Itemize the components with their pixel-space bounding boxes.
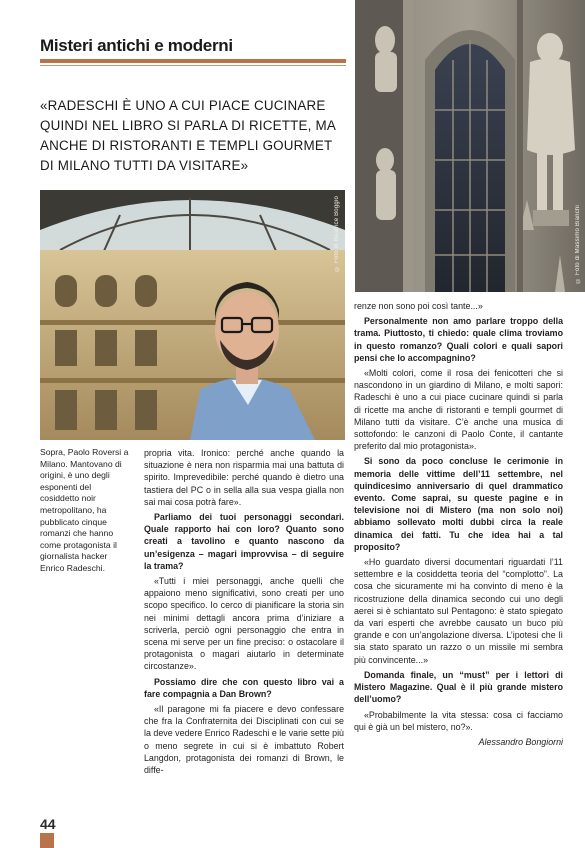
page-number: 44 [40,816,56,832]
paragraph: renze non sono poi così tante...» [354,301,483,311]
cathedral-photo [355,0,585,292]
photo-credit-portrait: © Foto di Beatrice Boggio [334,196,340,272]
paragraph: «Molti colori, come il rosa dei fenicotteri che si nascondono in un giardino di Milano, e molti sapori: Radeschi è uno a cui piace cucinare quindi si parla di ricette ma anche di ristoranti e templi gourmet di Milano tutti da visitare. C’è anche una musica di sottofondo: le canzoni di Paolo Conte, il cantante preferito dal mio protagonista». [354,368,563,452]
photo-credit-cathedral: © Foto di Massimo Bianchi [575,205,581,284]
article-column-right [354,300,563,748]
portrait-illustration [40,190,345,440]
interview-question: Possiamo dire che con questo libro vai a fare compagnia a Dan Brown? [144,676,344,699]
section-title: Misteri antichi e moderni [40,36,233,55]
paragraph: «Ho guardato diversi documentari riguardati l’11 settembre e la cosiddetta teoria del “complotto”. La cosa che sicuramente mi ha convinto di meno è la ricostruzione della dinamica secondo cui uno degli aerei si è schiantato sul Pentagono: è stato spiegato da vari esperti che avrebbe causato un buco più grande e con un’angolazione diversa. L’ipotesi che lì sia stato sparato un razzo o un missile mi sembra più convincente...» [354,557,563,665]
interview-question: Parliamo dei tuoi personaggi secondari. Quale rapporto hai con loro? Quanto sono creati a tavolino e quanto nascono da un’esigenza – magari improvvisa – di seguire la trama? [144,512,344,571]
paragraph: «Il paragone mi fa piacere e devo confessare che fra la Confraternita dei Disciplinati con cui se la deve vedere Enrico Radeschi e le varie sette più o meno segrete in cui si è imbattuto Robert Langdon, protagonista dei romanzi di Brown, le diffe- [144,704,344,776]
page-ornament [40,833,54,848]
paragraph: «Tutti i miei personaggi, anche quelli che appaiono meno significativi, sono creati per uno scopo specifico. Io cerco di pianificare la storia sin nei minimi dettagli ancora prima d’iniziare a scriverla, perciò ogni personaggio che entra in scena mi serve per un fine preciso: o ostacolare il protagonista o magari aiutarlo in determinate circostanze». [144,576,344,672]
cathedral-illustration [355,0,585,292]
photo-caption: Sopra, Paolo Roversi a Milano. Mantovano di origini, è uno degli esponenti del cosiddetto noir metropolitano, ha pubblicato cinque romanzi che hanno come protagonista il giornalista hacker Enrico Radeschi. [40,447,129,573]
interview-question: Personalmente non amo parlare troppo della trama. Piuttosto, ti chiedo: quale clima troviamo in questo romanzo? Quali colori e quali sapori pensi che lo accompagnino? [354,316,563,363]
portrait-photo [40,190,345,440]
pull-quote: «RADESCHI È UNO A CUI PIACE CUCINARE QUINDI NEL LIBRO SI PARLA DI RICETTE, MA ANCHE DI RISTORANTI E TEMPLI GOURMET DI MILANO TUTTI DA VISITARE» [40,98,336,173]
title-underline-thin [40,65,346,66]
interview-question: Domanda finale, un “must” per i lettori di Mistero Magazine. Qual è il più grande mistero dell’uomo? [354,669,563,705]
paragraph: «Probabilmente la vita stessa: cosa ci facciamo qui è già un bel mistero, no?». [354,709,563,732]
article-column-middle [144,447,344,776]
title-underline [40,59,346,63]
paragraph: propria vita. Ironico: perché anche quando la situazione è nera non risparmia mai una battuta di spirito. Imprevedibile: perché quando è dietro una tastiera del PC o in sella alla sua vespa gialla non sai mai cosa potrà fare». [144,448,344,507]
author-signature: Alessandro Bongiorni [478,736,563,747]
interview-question: Si sono da poco concluse le cerimonie in memoria delle vittime dell’11 settembre, nel quindicesimo anniversario di quel drammatico evento. Come saprai, su queste pagine e in televisione noi di Mistero (ma non solo noi) abbiamo sollevato molti dubbi circa la reale dinamica dei fatti. Tu che idea hai a tal proposito? [354,456,563,552]
